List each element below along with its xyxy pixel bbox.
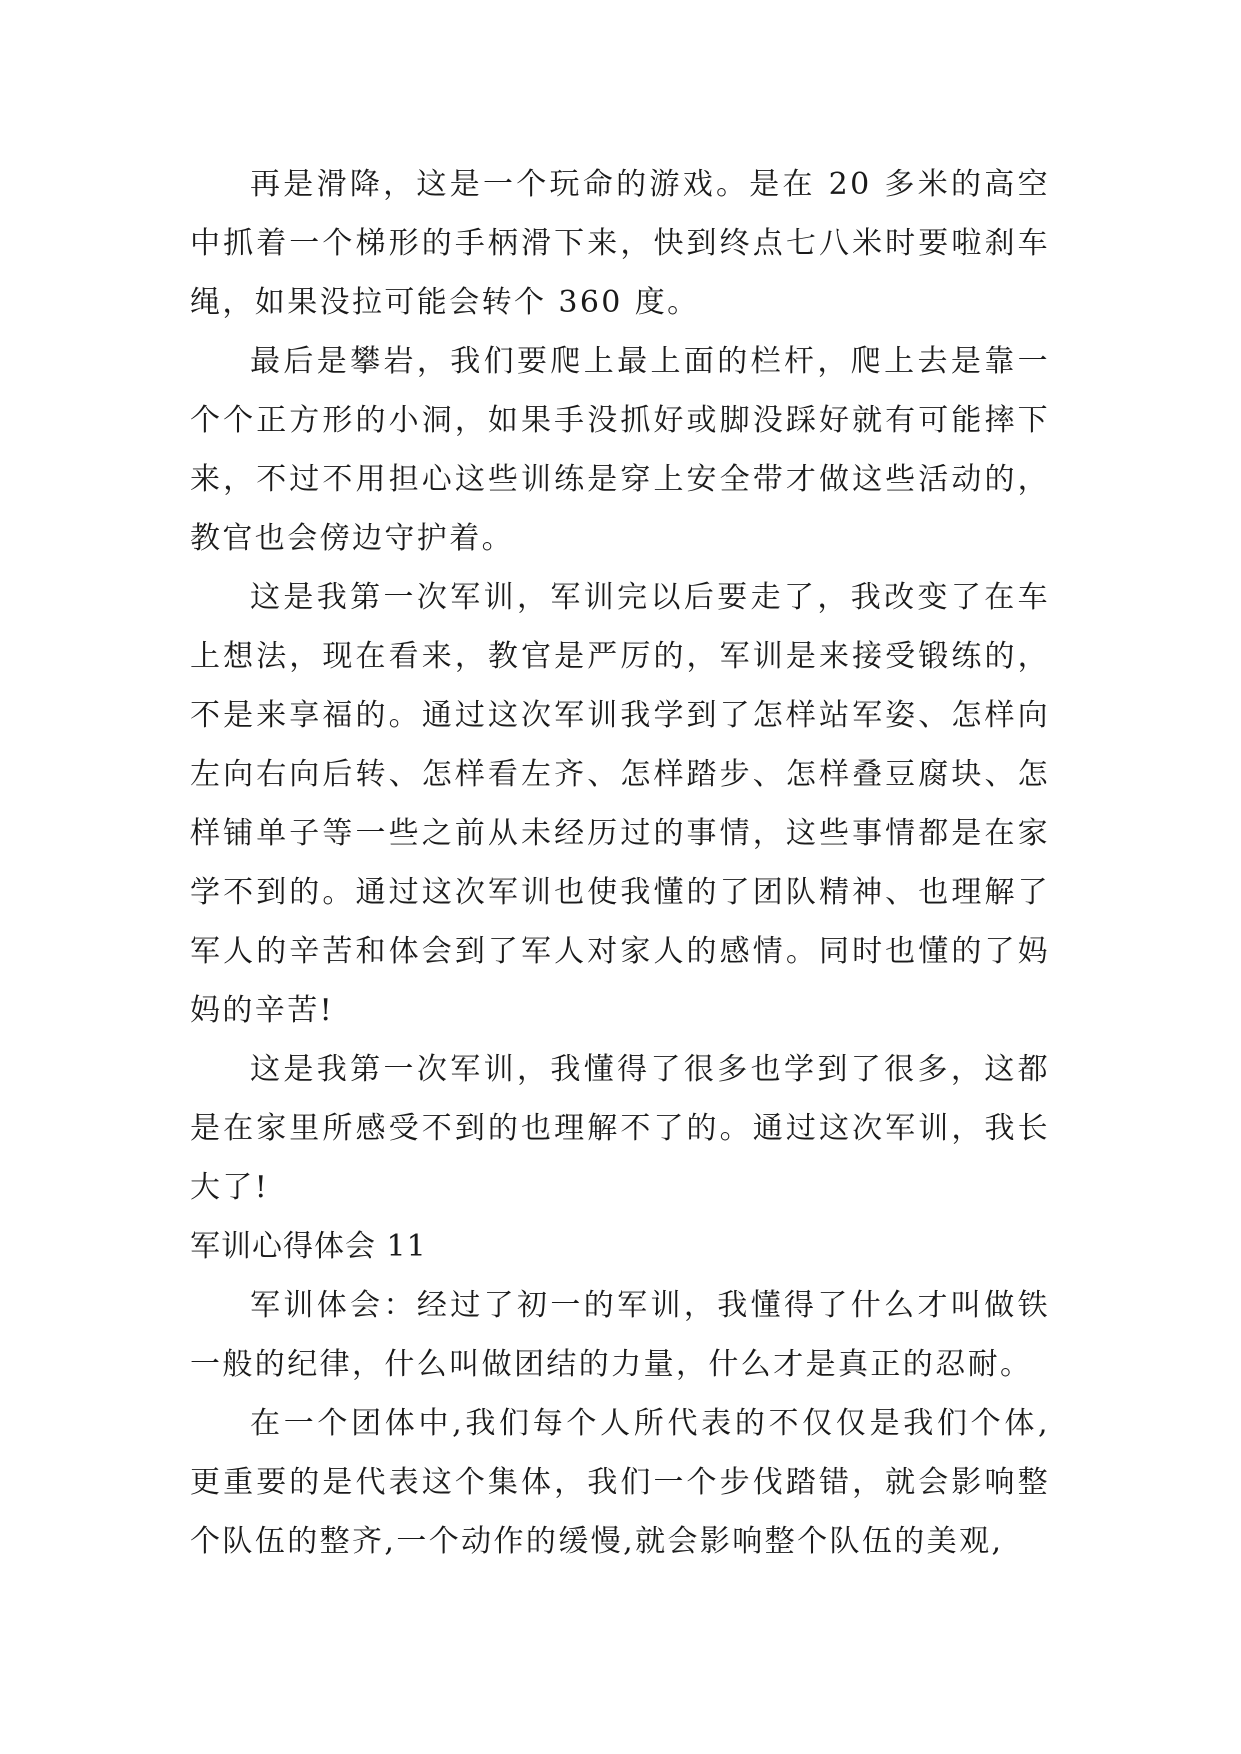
section-heading: 军训心得体会 11 [190, 1229, 427, 1264]
paragraph-conclusion: 这是我第一次军训，我懂得了很多也学到了很多，这都是在家里所感受不到的也理解不了的。通过这次军训，我长大了! [190, 1052, 1050, 1205]
paragraph-training-experience: 军训体会：经过了初一的军训，我懂得了什么才叫做铁一般的纪律，什么叫做团结的力量，什么才是真正的忍耐。 [190, 1288, 1050, 1382]
paragraph-slide-down: 再是滑降，这是一个玩命的游戏。是在 20 多米的高空中抓着一个梯形的手柄滑下来，快到终点七八米时要啦刹车绳，如果没拉可能会转个 360 度。 [190, 167, 1050, 320]
paragraph-rock-climbing: 最后是攀岩，我们要爬上最上面的栏杆，爬上去是靠一个个正方形的小洞，如果手没抓好或脚没踩好就有可能摔下来，不过不用担心这些训练是穿上安全带才做这些活动的，教官也会傍边守护着。 [190, 344, 1050, 556]
paragraph-first-training: 这是我第一次军训，军训完以后要走了，我改变了在车上想法，现在看来，教官是严厉的，军训是来接受锻练的，不是来享福的。通过这次军训我学到了怎样站军姿、怎样向左向右向后转、怎样看左齐、怎样踏步、怎样叠豆腐块、怎样铺单子等一些之前从未经历过的事情，这些事情都是在家学不到的。通过这次军训也使我懂的了团队精神、也理解了军人的辛苦和体会到了军人对家人的感情。同时也懂的了妈妈的辛苦! [190, 580, 1050, 1028]
document-body [190, 155, 1050, 1571]
paragraph-team: 在一个团体中,我们每个人所代表的不仅仅是我们个体,更重要的是代表这个集体，我们一个步伐踏错，就会影响整个队伍的整齐,一个动作的缓慢,就会影响整个队伍的美观, [190, 1406, 1050, 1559]
